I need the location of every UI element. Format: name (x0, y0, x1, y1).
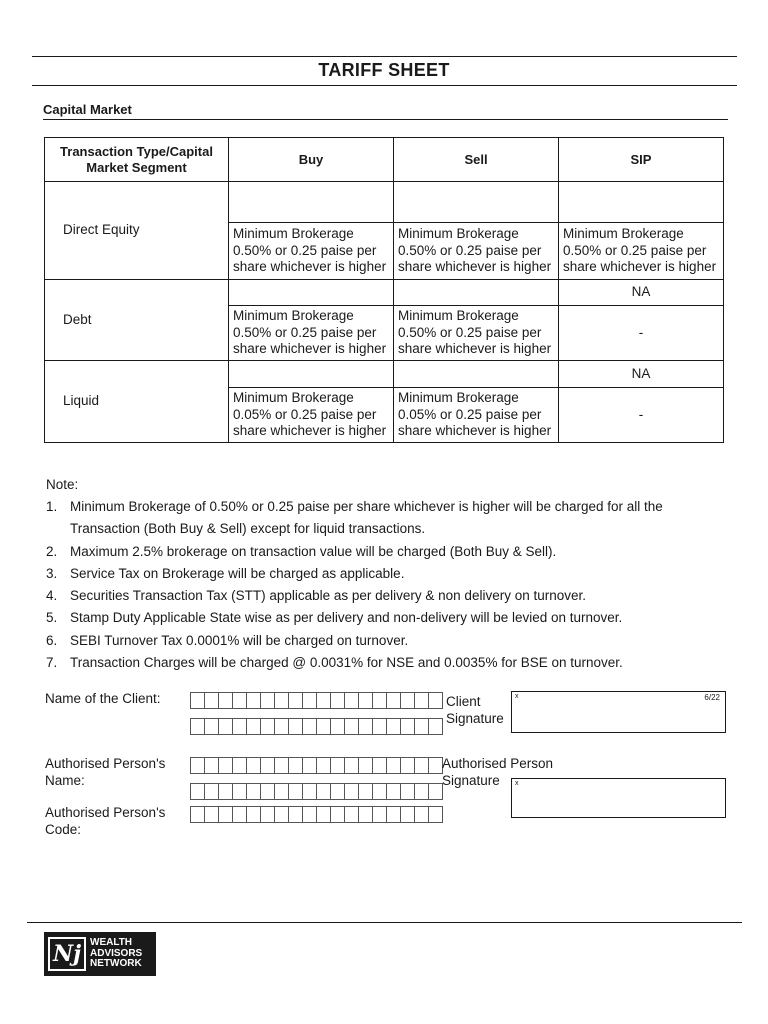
auth-name-field-line2[interactable] (190, 783, 442, 800)
char-box[interactable] (372, 718, 387, 735)
table-row (45, 361, 724, 388)
char-box[interactable] (358, 718, 373, 735)
char-box[interactable] (190, 806, 205, 823)
note-text: Maximum 2.5% brokerage on transaction value will be charged (Both Buy & Sell). (70, 543, 557, 559)
table-header-row (45, 138, 724, 182)
char-box[interactable] (414, 806, 429, 823)
note-text: Securities Transaction Tax (STT) applicable as per delivery & non delivery on turnover. (70, 588, 586, 604)
cell-text: Minimum Brokerage 0.50% or 0.25 paise per share whichever is higher (233, 226, 387, 275)
char-box[interactable] (204, 783, 219, 800)
company-logo (44, 932, 156, 976)
char-box[interactable] (260, 692, 275, 709)
list-item (46, 630, 736, 652)
cell-sell (394, 388, 559, 443)
cell-sip (559, 182, 724, 223)
signature-mark: x (515, 780, 519, 787)
char-box[interactable] (302, 718, 317, 735)
char-box[interactable] (372, 692, 387, 709)
char-box[interactable] (260, 806, 275, 823)
char-box[interactable] (190, 783, 205, 800)
client-signature-box[interactable] (511, 691, 726, 733)
char-box[interactable] (274, 757, 289, 774)
char-box[interactable] (204, 718, 219, 735)
char-box[interactable] (330, 806, 345, 823)
note-text: Minimum Brokerage of 0.50% or 0.25 paise per share whichever is higher will be charged for all the Transaction (Both Buy & Sell) except for liquid transactions. (70, 499, 663, 537)
segment-direct-equity: Direct Equity (45, 182, 229, 280)
note-text: Transaction Charges will be charged @ 0.0031% for NSE and 0.0035% for BSE on turnover. (70, 655, 623, 671)
auth-signature-label: Authorised Person Signature (442, 756, 554, 788)
char-box[interactable] (288, 757, 303, 774)
char-box[interactable] (218, 757, 233, 774)
char-box[interactable] (400, 757, 415, 774)
char-box[interactable] (386, 757, 401, 774)
header-transaction-type: Transaction Type/Capital Market Segment (45, 138, 229, 182)
char-box[interactable] (330, 692, 345, 709)
char-box[interactable] (246, 757, 261, 774)
auth-name-label: Authorised Person's Name: (45, 756, 166, 788)
char-box[interactable] (190, 757, 205, 774)
note-number: 5. (46, 610, 58, 626)
list-item (46, 607, 736, 629)
auth-signature-box[interactable] (511, 778, 726, 818)
char-box[interactable] (190, 718, 205, 735)
char-box[interactable] (400, 783, 415, 800)
note-number: 7. (46, 655, 58, 671)
char-box[interactable] (316, 783, 331, 800)
char-box[interactable] (358, 757, 373, 774)
char-box[interactable] (400, 692, 415, 709)
cell-sip: NA (559, 361, 724, 388)
notes-title: Note: (46, 477, 79, 492)
client-name-label: Name of the Client: (45, 691, 161, 706)
auth-code-field[interactable] (190, 806, 442, 823)
char-box[interactable] (372, 806, 387, 823)
note-number: 4. (46, 588, 58, 604)
cell-sell (394, 223, 559, 280)
char-box[interactable] (344, 718, 359, 735)
cell-sell (394, 306, 559, 361)
logo-mark-icon: Nj (48, 937, 86, 971)
char-box[interactable] (316, 806, 331, 823)
char-box[interactable] (414, 783, 429, 800)
char-box[interactable] (302, 783, 317, 800)
char-box[interactable] (232, 757, 247, 774)
page-number: 6/22 (704, 693, 720, 702)
logo-line: WEALTH (90, 937, 133, 949)
char-box[interactable] (302, 692, 317, 709)
note-text: Service Tax on Brokerage will be charged as applicable. (70, 565, 405, 581)
header-sell: Sell (394, 138, 559, 182)
cell-sip: - (559, 306, 724, 361)
cell-sip (559, 223, 724, 280)
signature-mark: x (515, 693, 519, 700)
list-item (46, 496, 736, 541)
char-box[interactable] (260, 757, 275, 774)
char-box[interactable] (428, 718, 443, 735)
char-box[interactable] (428, 757, 443, 774)
cell-sell (394, 280, 559, 306)
char-box[interactable] (288, 718, 303, 735)
table-row (45, 182, 724, 223)
auth-name-field-line1[interactable] (190, 757, 442, 774)
list-item (46, 563, 736, 585)
note-text: SEBI Turnover Tax 0.0001% will be charged on turnover. (70, 632, 409, 648)
char-box[interactable] (316, 757, 331, 774)
char-box[interactable] (288, 806, 303, 823)
char-box[interactable] (358, 806, 373, 823)
cell-text: Minimum Brokerage 0.50% or 0.25 paise per share whichever is higher (398, 308, 552, 357)
char-box[interactable] (414, 692, 429, 709)
cell-text: Minimum Brokerage 0.05% or 0.25 paise per share whichever is higher (233, 390, 387, 439)
char-box[interactable] (274, 692, 289, 709)
char-box[interactable] (428, 692, 443, 709)
char-box[interactable] (288, 692, 303, 709)
header-buy: Buy (229, 138, 394, 182)
char-box[interactable] (204, 692, 219, 709)
char-box[interactable] (316, 718, 331, 735)
tariff-table (44, 137, 724, 443)
char-box[interactable] (386, 806, 401, 823)
page-title: TARIFF SHEET (318, 60, 450, 80)
note-number: 1. (46, 499, 58, 514)
char-box[interactable] (358, 692, 373, 709)
char-box[interactable] (302, 757, 317, 774)
char-box[interactable] (246, 783, 261, 800)
logo-wordmark (90, 938, 142, 970)
cell-buy (229, 306, 394, 361)
client-name-field-line2[interactable] (190, 718, 442, 735)
char-box[interactable] (372, 757, 387, 774)
char-box[interactable] (400, 718, 415, 735)
char-box[interactable] (204, 757, 219, 774)
char-box[interactable] (414, 757, 429, 774)
note-number: 6. (46, 632, 58, 648)
cell-sip: - (559, 388, 724, 443)
note-number: 3. (46, 565, 58, 581)
char-box[interactable] (274, 806, 289, 823)
char-box[interactable] (218, 783, 233, 800)
char-box[interactable] (246, 692, 261, 709)
char-box[interactable] (386, 783, 401, 800)
char-box[interactable] (330, 757, 345, 774)
char-box[interactable] (218, 806, 233, 823)
char-box[interactable] (190, 692, 205, 709)
title-rule (32, 85, 737, 86)
logo-line: ADVISORS (90, 947, 143, 959)
char-box[interactable] (372, 783, 387, 800)
cell-sell (394, 182, 559, 223)
char-box[interactable] (288, 783, 303, 800)
char-box[interactable] (246, 718, 261, 735)
char-box[interactable] (274, 718, 289, 735)
note-text: Stamp Duty Applicable State wise as per delivery and non-delivery will be levied on turnover. (70, 610, 623, 626)
char-box[interactable] (260, 783, 275, 800)
list-item (46, 585, 736, 607)
char-box[interactable] (302, 806, 317, 823)
logo-line: NETWORK (90, 958, 142, 970)
char-box[interactable] (218, 718, 233, 735)
notes-section (46, 477, 736, 674)
char-box[interactable] (274, 783, 289, 800)
list-item (46, 652, 736, 674)
top-rule (32, 56, 737, 57)
list-item (46, 541, 736, 563)
char-box[interactable] (344, 757, 359, 774)
char-box[interactable] (204, 806, 219, 823)
table-row (45, 280, 724, 306)
cell-text: Minimum Brokerage 0.50% or 0.25 paise per share whichever is higher (563, 226, 717, 275)
section-heading: Capital Market (43, 102, 132, 117)
char-box[interactable] (232, 783, 247, 800)
char-box[interactable] (344, 692, 359, 709)
cell-buy (229, 361, 394, 388)
char-box[interactable] (344, 806, 359, 823)
char-box[interactable] (330, 783, 345, 800)
char-box[interactable] (330, 718, 345, 735)
char-box[interactable] (386, 692, 401, 709)
cell-text: Minimum Brokerage 0.50% or 0.25 paise per share whichever is higher (398, 226, 552, 275)
note-number: 2. (46, 543, 58, 559)
cell-buy (229, 182, 394, 223)
char-box[interactable] (414, 718, 429, 735)
char-box[interactable] (316, 692, 331, 709)
cell-text: Minimum Brokerage 0.50% or 0.25 paise per share whichever is higher (233, 308, 387, 357)
char-box[interactable] (428, 783, 443, 800)
char-box[interactable] (218, 692, 233, 709)
segment-debt: Debt (45, 280, 229, 361)
header-sip: SIP (559, 138, 724, 182)
notes-list (46, 496, 736, 674)
cell-buy (229, 223, 394, 280)
char-box[interactable] (260, 718, 275, 735)
client-name-field-line1[interactable] (190, 692, 442, 709)
cell-text: Minimum Brokerage 0.05% or 0.25 paise per share whichever is higher (398, 390, 552, 439)
char-box[interactable] (386, 718, 401, 735)
char-box[interactable] (246, 806, 261, 823)
char-box[interactable] (428, 806, 443, 823)
segment-liquid: Liquid (45, 361, 229, 443)
cell-sell (394, 361, 559, 388)
char-box[interactable] (232, 692, 247, 709)
char-box[interactable] (358, 783, 373, 800)
cell-sip: NA (559, 280, 724, 306)
section-rule (43, 119, 728, 120)
auth-code-label: Authorised Person's Code: (45, 805, 166, 837)
cell-buy (229, 280, 394, 306)
char-box[interactable] (400, 806, 415, 823)
client-signature-label: Client Signature (446, 694, 504, 726)
char-box[interactable] (344, 783, 359, 800)
char-box[interactable] (232, 806, 247, 823)
cell-buy (229, 388, 394, 443)
char-box[interactable] (232, 718, 247, 735)
footer-rule (27, 922, 742, 923)
